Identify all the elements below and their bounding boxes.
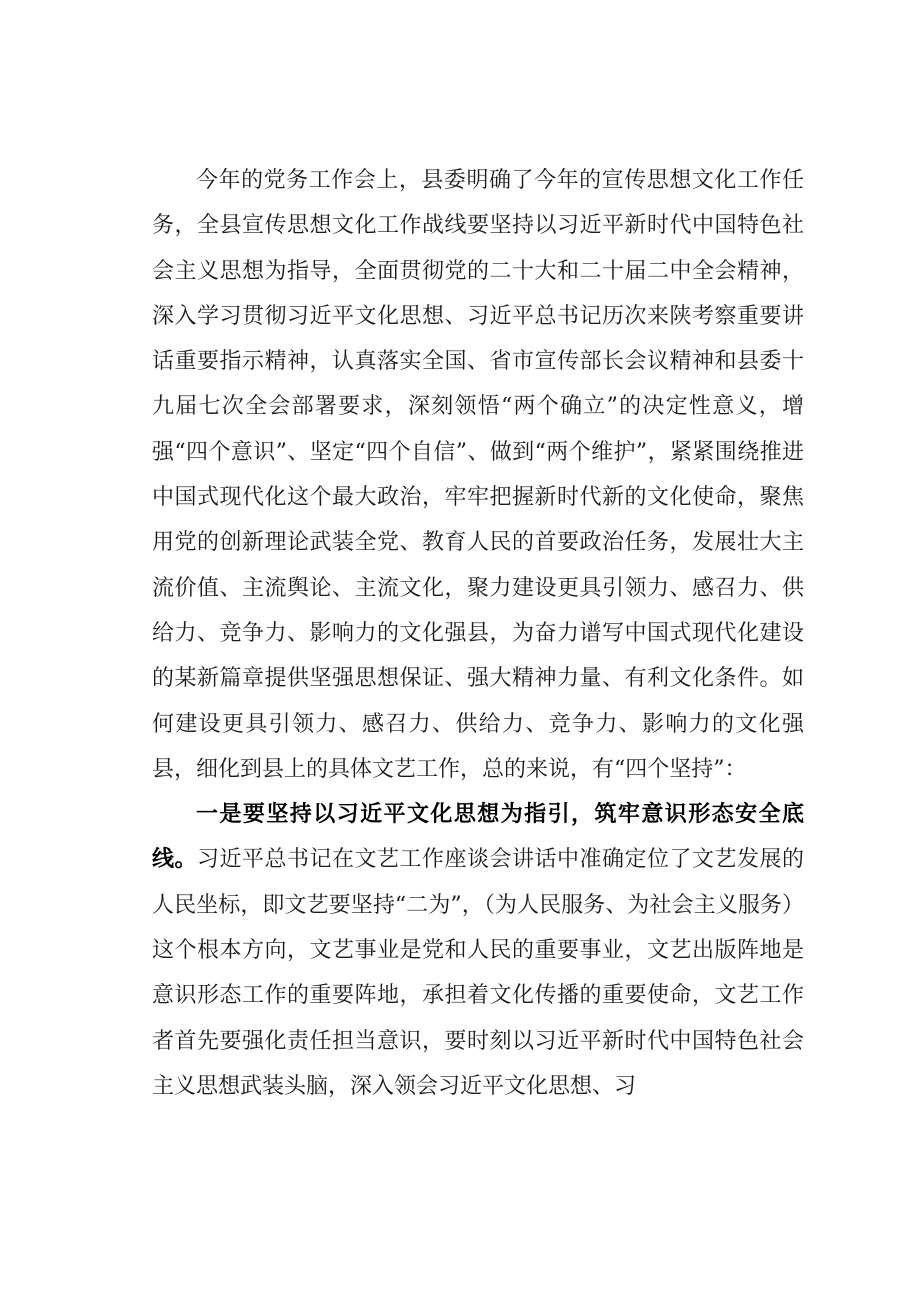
paragraph-point-one-text: 习近平总书记在文艺工作座谈会讲话中准确定位了文艺发展的人民坐标，即文艺要坚持“二为”，（为人民服务、为社会主义服务）这个根本方向，文艺事业是党和人民的重要事业，文艺出版阵地是意识形态工作的重要阵地，承担着文化传播的重要使命，文艺工作者首先要强化责任担当意识，要时刻以习近平新时代中国特色社会主义思想武装头脑，深入领会习近平文化思想、习 — [152, 847, 804, 1099]
paragraph-intro — [152, 158, 804, 792]
paragraph-intro-text: 今年的党务工作会上，县委明确了今年的宣传思想文化工作任务，全县宣传思想文化工作战线要坚持以习近平新时代中国特色社会主义思想为指导，全面贯彻党的二十大和二十届二中全会精神，深入学习贯彻习近平文化思想、习近平总书记历次来陕考察重要讲话重要指示精神，认真落实全国、省市宣传部长会议精神和县委十九届七次全会部署要求，深刻领悟“两个确立”的决定性意义，增强“四个意识”、坚定“四个自信”、做到“两个维护”，紧紧围绕推进中国式现代化这个最大政治，牢牢把握新时代新的文化使命，聚焦用党的创新理论武装全党、教育人民的首要政治任务，发展壮大主流价值、主流舆论、主流文化，聚力建设更具引领力、感召力、供给力、竞争力、影响力的文化强县，为奋力谱写中国式现代化建设的某新篇章提供坚强思想保证、强大精神力量、有利文化条件。如何建设更具引领力、感召力、供给力、竞争力、影响力的文化强县，细化到县上的具体文艺工作，总的来说，有“四个坚持”： — [152, 168, 804, 782]
paragraph-point-one — [152, 792, 804, 1109]
paragraph-point-one-heading: 一是要坚持以习近平文化思想为指引，筑牢意识形态安全底线。 — [152, 802, 804, 873]
body-text — [152, 158, 804, 1109]
